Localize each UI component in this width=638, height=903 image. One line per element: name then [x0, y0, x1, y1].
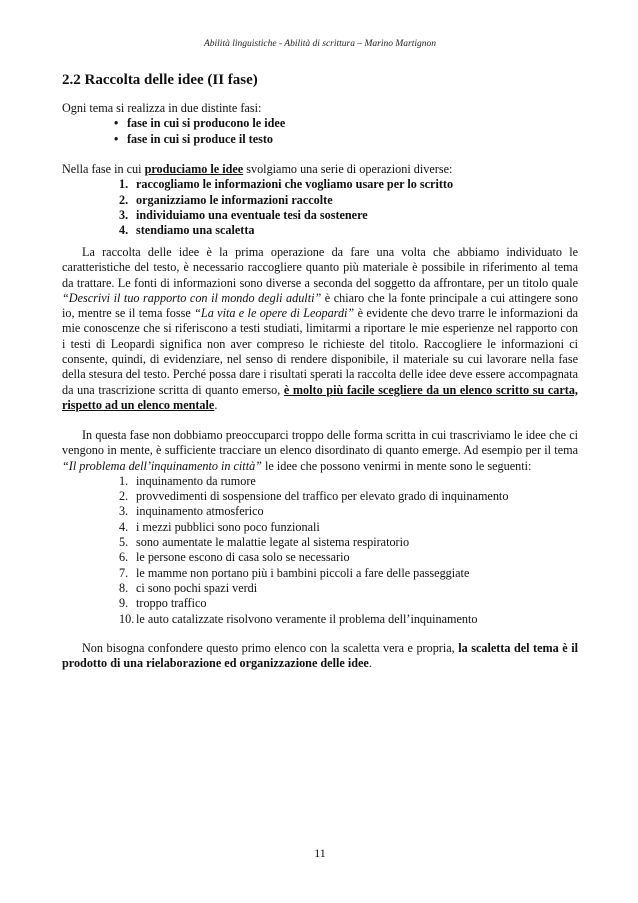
list-item: 3. individuiamo una eventuale tesi da sostenere — [119, 207, 368, 222]
emphasis: è molto più facile scegliere da un elenco scritto su carta, rispetto ad un elenco mentale — [62, 382, 578, 412]
operations-block — [62, 162, 578, 238]
list-item: • fase in cui si producono le idee — [114, 116, 578, 131]
list-item: 4. stendiamo una scaletta — [119, 223, 255, 238]
paragraph-1: La raccolta delle idee è la prima operazione da fare una volta che abbiamo individuato le caratteristiche del testo, è necessario raccogliere quanto più materiale è possibile in riferimento al tema da trattare. Le fonti di informazioni sono diverse a seconda del soggetto da affrontare, per un titolo quale “Descrivi il tuo rapporto con il mondo degli adulti” è chiaro che la fonte principale a cui attingere sono io, mentre se il tema fosse “La vita e le opere di Leopardi” è evidente che devo trarre le informazioni da mie conoscenze che si riferiscono a testi studiati, limitarmi a riportare le mie esperienze nel rapporto con i testi di Leopardi significa non aver compreso le richieste del titolo. Raccogliere le informazioni ci consente, quindi, di evidenziare, nel senso di rendere disponibile, il materiale su cui lavorare nella fase della stesura del testo. Perché possa dare i risultati sperati la raccolta delle idee deve essere accompagnata da una trascrizione scritta di quanto emerso, è molto più facile scegliere da un elenco scritto su carta, rispetto ad un elenco mentale. — [62, 245, 578, 412]
paragraph-2: In questa fase non dobbiamo preoccuparci troppo delle forma scritta in cui trascriviamo le idee che ci vengono in mente, è sufficiente tracciare un elenco disordinato di quanto emerge. Ad esempio per il tema “Il problema dell’inquinamento in città” le idee che possono venirmi in mente sono le seguenti: 1. inquinamento da rumore 2. provvedimenti di sospensione del traffico per elevato grado di inquinamento 3. inquinamento atmosferico 4. i mezzi pubblici sono poco funzionali 5. sono aumentate le malattie legate al sistema respiratorio 6. le persone escono di casa solo se necessario 7. le mamme non portano più i bambini piccoli a fare delle passeggiate 8. ci sono pochi spazi verdi 9. troppo traffico 10. le auto catalizzate risolvono veramente il problema dell’inquinamento — [62, 428, 578, 626]
list-item: 9. troppo traffico — [119, 596, 207, 611]
paragraph-3: Non bisogna confondere questo primo elenco con la scaletta vera e propria, la scaletta del tema è il prodotto di una rielaborazione ed organizzazione delle idee. — [62, 641, 578, 671]
ideas-list — [62, 474, 578, 627]
intro-block — [62, 101, 578, 147]
list-item: 3. inquinamento atmosferico — [119, 504, 264, 519]
emphasis: produciamo le idee — [144, 162, 244, 176]
list-item: 5. sono aumentate le malattie legate al sistema respiratorio — [119, 535, 410, 550]
intro-text: Ogni tema si realizza in due distinte fasi: — [62, 101, 262, 115]
list-item: 4. i mezzi pubblici sono poco funzionali — [119, 519, 320, 534]
operations-list — [62, 177, 578, 238]
list-item: 2. organizziamo le informazioni raccolte — [119, 192, 333, 207]
list-item: 8. ci sono pochi spazi verdi — [119, 580, 258, 595]
list-item: 1. inquinamento da rumore — [119, 473, 256, 488]
list-item: 10. le auto catalizzate risolvono veramente il problema dell’inquinamento — [119, 611, 478, 626]
quoted-title: “Il problema dell’inquinamento in città” — [62, 458, 262, 473]
quoted-title: “La vita e le opere di Leopardi” — [194, 306, 355, 321]
list-item: 7. le mamme non portano più i bambini piccoli a fare delle passeggiate — [119, 565, 470, 580]
list-item: 6. le persone escono di casa solo se necessario — [119, 550, 350, 565]
quoted-title: “Descrivi il tuo rapporto con il mondo degli adulti” — [62, 290, 322, 305]
page-number: 11 — [314, 846, 326, 860]
operations-intro: Nella fase in cui produciamo le idee svolgiamo una serie di operazioni diverse: — [62, 162, 453, 176]
running-header: Abilità linguistiche - Abilità di scrittura – Marino Martignon — [203, 39, 437, 49]
list-item: 2. provvedimenti di sospensione del traffico per elevato grado di inquinamento — [119, 489, 509, 504]
phases-list — [62, 116, 578, 147]
section-title: 2.2 Raccolta delle idee (II fase) — [62, 72, 258, 88]
emphasis: la scaletta del tema è il prodotto di una rielaborazione ed organizzazione delle idee — [62, 641, 578, 671]
list-item: • fase in cui si produce il testo — [114, 132, 578, 147]
list-item: 1. raccogliamo le informazioni che vogliamo usare per lo scritto — [119, 177, 454, 192]
